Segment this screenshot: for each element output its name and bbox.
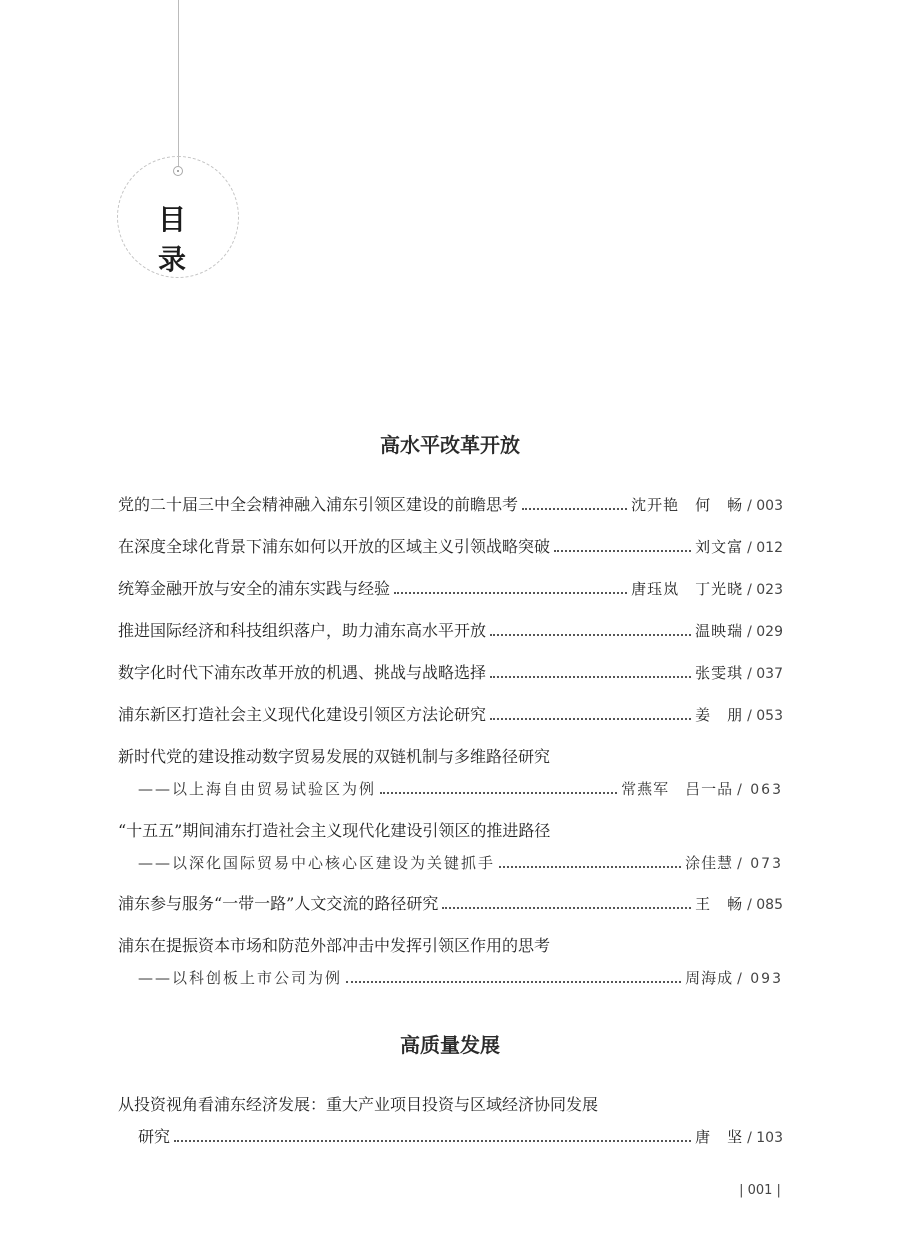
dot-leader — [490, 718, 691, 720]
page-number: | 001 | — [739, 1183, 781, 1198]
entry-subtitle: ——以上海自由贸易试验区为例 — [138, 780, 377, 798]
section-title-reform: 高水平改革开放 — [380, 433, 520, 457]
entry-title: 在深度全球化背景下浦东如何以开放的区域主义引领战略突破 — [118, 537, 551, 556]
entry-author: 刘文富 — [695, 538, 744, 556]
entry-title: 推进国际经济和科技组织落户，助力浦东高水平开放 — [118, 621, 487, 640]
dot-leader — [380, 792, 617, 794]
section-title-development: 高质量发展 — [400, 1033, 500, 1057]
dot-leader — [174, 1140, 691, 1142]
entry-title-continued: 研究 — [138, 1127, 171, 1146]
entry-author: 唐珏岚 丁光晓 — [631, 580, 744, 598]
entry-page: / 085 — [747, 897, 783, 913]
entry-page: / 093 — [737, 971, 783, 987]
entry-page: / 003 — [747, 498, 783, 514]
decorative-vertical-line — [178, 0, 179, 166]
entry-author: 常燕军 吕一品 — [621, 780, 734, 798]
entry-page: / 012 — [747, 540, 783, 556]
entry-author: 涂佳慧 — [685, 854, 734, 872]
toc-entry[interactable] — [118, 1094, 783, 1148]
entry-author: 张雯琪 — [695, 664, 744, 682]
dot-leader — [490, 676, 691, 678]
entry-author: 唐 坚 — [695, 1128, 744, 1146]
toc-entry[interactable] — [118, 620, 783, 642]
toc-entry[interactable] — [118, 820, 783, 874]
entry-title: 数字化时代下浦东改革开放的机遇、挑战与战略选择 — [118, 663, 487, 682]
entry-title: 浦东新区打造社会主义现代化建设引领区方法论研究 — [118, 705, 487, 724]
toc-entry[interactable] — [118, 578, 783, 600]
entry-author: 王 畅 — [695, 895, 744, 913]
entry-title: 浦东在提振资本市场和防范外部冲击中发挥引领区作用的思考 — [118, 936, 551, 955]
entry-title: 浦东参与服务“一带一路”人文交流的路径研究 — [118, 894, 439, 913]
entry-title: 党的二十届三中全会精神融入浦东引领区建设的前瞻思考 — [118, 495, 519, 514]
entry-page: / 053 — [747, 708, 783, 724]
entry-title: 新时代党的建设推动数字贸易发展的双链机制与多维路径研究 — [118, 747, 551, 766]
dot-leader — [499, 866, 681, 868]
entry-page: / 037 — [747, 666, 783, 682]
toc-entry[interactable] — [118, 536, 783, 558]
toc-title: 目录 — [157, 203, 202, 276]
dot-leader — [554, 550, 691, 552]
entry-author: 沈开艳 何 畅 — [631, 496, 744, 514]
entry-page: / 103 — [747, 1130, 783, 1146]
entry-title: “十五五”期间浦东打造社会主义现代化建设引领区的推进路径 — [118, 821, 551, 840]
entry-author: 周海成 — [685, 969, 734, 987]
entry-author: 姜 朋 — [695, 706, 744, 724]
toc-entry[interactable] — [118, 893, 783, 915]
entry-page: / 063 — [737, 782, 783, 798]
entry-page: / 023 — [747, 582, 783, 598]
dot-leader — [394, 592, 627, 594]
entry-author: 温映瑞 — [695, 622, 744, 640]
toc-entry[interactable] — [118, 704, 783, 726]
toc-entry[interactable] — [118, 746, 783, 800]
toc-entry[interactable] — [118, 935, 783, 989]
toc-entry[interactable] — [118, 662, 783, 684]
decorative-node-icon — [173, 166, 183, 176]
toc-entry[interactable] — [118, 494, 783, 516]
entry-subtitle: ——以深化国际贸易中心核心区建设为关键抓手 — [138, 854, 496, 872]
entry-page: / 029 — [747, 624, 783, 640]
entry-title: 统筹金融开放与安全的浦东实践与经验 — [118, 579, 391, 598]
entry-subtitle: ——以科创板上市公司为例 — [138, 969, 343, 987]
entry-title: 从投资视角看浦东经济发展：重大产业项目投资与区域经济协同发展 — [118, 1095, 599, 1114]
dot-leader — [522, 508, 627, 510]
dot-leader — [442, 907, 691, 909]
entry-page: / 073 — [737, 856, 783, 872]
dot-leader — [346, 981, 681, 983]
dot-leader — [490, 634, 691, 636]
